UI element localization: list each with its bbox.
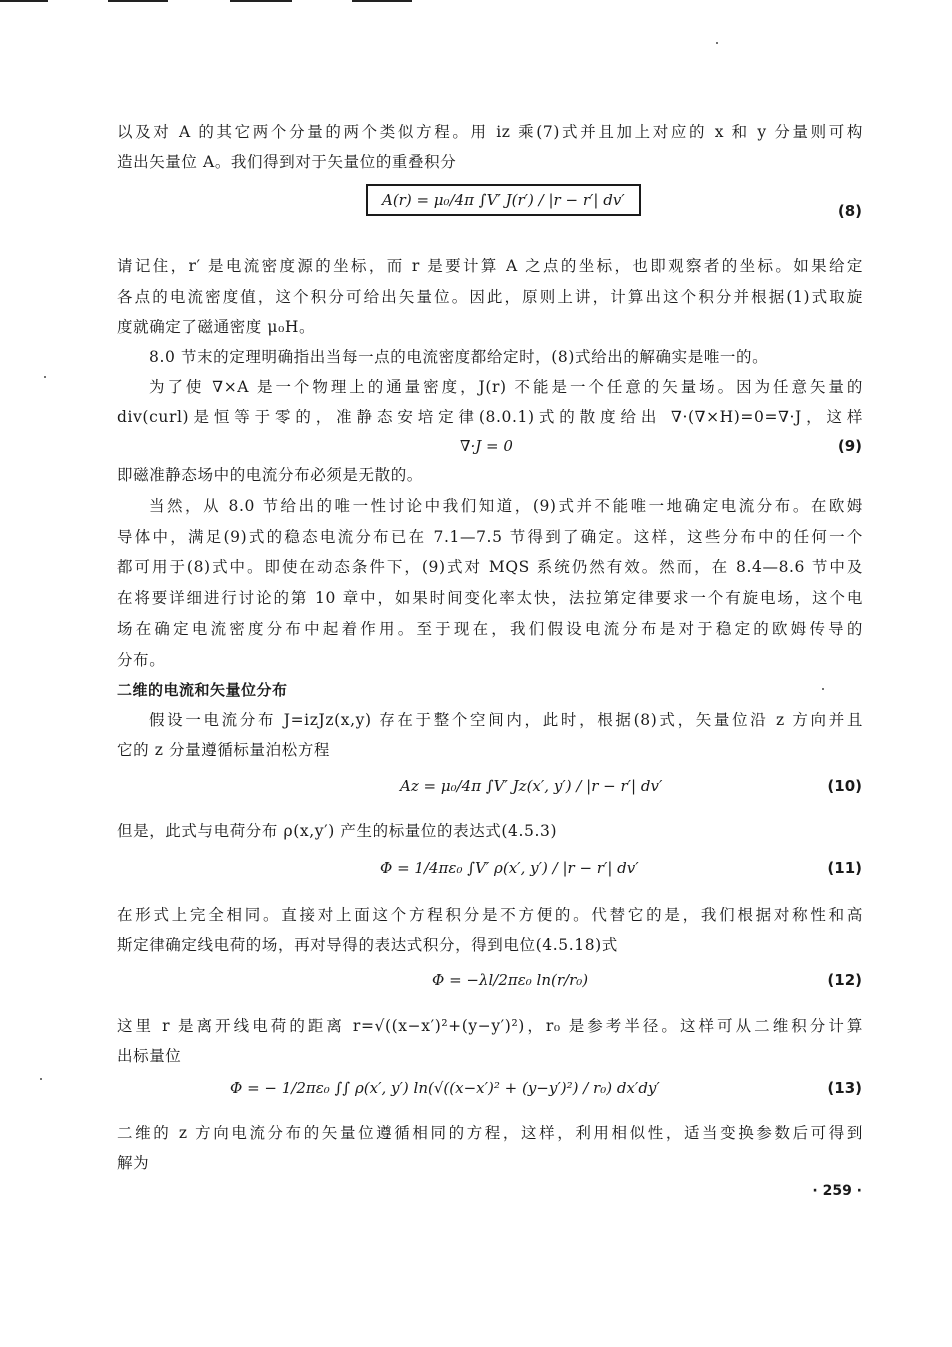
equation-number-10: (10): [827, 777, 862, 795]
text-line: 斯定律确定线电荷的场，再对导得的表达式积分，得到电位(4.5.18)式: [117, 936, 618, 954]
text-line: 分布。: [117, 651, 166, 669]
equation-number-8: (8): [837, 202, 862, 220]
page-number: · 259 ·: [812, 1183, 862, 1199]
text-line: 8.0 节末的定理明确指出当每一点的电流密度都给定时，(8)式给出的解确实是唯一的。: [149, 348, 769, 366]
text-line: 场在确定电流密度分布中起着作用。至于现在，我们假设电流分布是对于稳定的欧姆传导的: [117, 620, 863, 638]
equation-number-12: (12): [827, 971, 862, 989]
text-line: 各点的电流密度值，这个积分可给出矢量位。因此，原则上讲，计算出这个积分并根据(1)式取旋: [117, 288, 863, 306]
section-heading: 二维的电流和矢量位分布: [117, 681, 288, 699]
text-line: 二维的 z 方向电流分布的矢量位遵循相同的方程，这样，利用相似性，适当变换参数后可得到: [117, 1124, 863, 1142]
text-line: 在形式上完全相同。直接对上面这个方程积分是不方便的。代替它的是，我们根据对称性和高: [117, 906, 863, 924]
equation-10: Az = μ₀/4π ∫V′ Jz(x′, y′) / |r − r′| dv′: [400, 777, 663, 795]
equation-9: ∇·J = 0: [460, 437, 513, 455]
equation-12: Φ = −λl/2πε₀ ln(r/r₀): [432, 971, 589, 989]
text-line: 这里 r 是离开线电荷的距离 r=√((x−x′)²+(y−y′)²)，r₀ 是参考半径。这样可从二维积分计算: [117, 1017, 863, 1035]
text-line: 即磁准静态场中的电流分布必须是无散的。: [117, 466, 423, 484]
equation-8: A(r) = μ₀/4π ∫V′ J(r′) / |r − r′| dv′: [366, 184, 641, 216]
text-line: div(curl)是恒等于零的，准静态安培定律(8.0.1)式的散度给出 ∇·(∇×H)=0=∇·J，这样: [117, 408, 863, 426]
equation-13: Φ = − 1/2πε₀ ∫∫ ρ(x′, y′) ln(√((x−x′)² + (y−y′)²) / r₀) dx′dy′: [230, 1079, 660, 1097]
text-line: 为了使 ∇×A 是一个物理上的通量密度，J(r) 不能是一个任意的矢量场。因为任意矢量的: [149, 378, 863, 396]
text-line: 解为: [117, 1154, 150, 1172]
text-line: 度就确定了磁通密度 μ₀H。: [117, 318, 316, 336]
text-line: 出标量位: [117, 1047, 182, 1065]
text-line: 请记住，r′ 是电流密度源的坐标，而 r 是要计算 A 之点的坐标，也即观察者的坐标。如果给定: [117, 257, 863, 275]
text-line: 假设一电流分布 J=izJz(x,y) 存在于整个空间内，此时，根据(8)式，矢量位沿 z 方向并且: [149, 711, 863, 729]
text-line: 造出矢量位 A。我们得到对于矢量位的重叠积分: [117, 153, 457, 171]
text-line: 当然，从 8.0 节给出的唯一性讨论中我们知道，(9)式并不能唯一地确定电流分布。在欧姆: [149, 497, 863, 515]
text-line: 都可用于(8)式中。即使在动态条件下，(9)式对 MQS 系统仍然有效。然而，在 8.4—8.6 节中及: [117, 558, 863, 576]
equation-number-13: (13): [827, 1079, 862, 1097]
text-line: 以及对 A 的其它两个分量的两个类似方程。用 iz 乘(7)式并且加上对应的 x 和 y 分量则可构: [117, 123, 863, 141]
text-line: 它的 z 分量遵循标量泊松方程: [117, 741, 331, 759]
text-line: 在将要详细进行讨论的第 10 章中，如果时间变化率太快，法拉第定律要求一个有旋电场，这个电: [117, 589, 863, 607]
equation-number-9: (9): [837, 437, 862, 455]
text-line: 导体中，满足(9)式的稳态电流分布已在 7.1—7.5 节得到了确定。这样，这些分布中的任何一个: [117, 528, 863, 546]
text-line: 但是，此式与电荷分布 ρ(x,y′) 产生的标量位的表达式(4.5.3): [117, 822, 558, 840]
equation-11: Φ = 1/4πε₀ ∫V′ ρ(x′, y′) / |r − r′| dv′: [380, 859, 639, 877]
equation-number-11: (11): [827, 859, 862, 877]
